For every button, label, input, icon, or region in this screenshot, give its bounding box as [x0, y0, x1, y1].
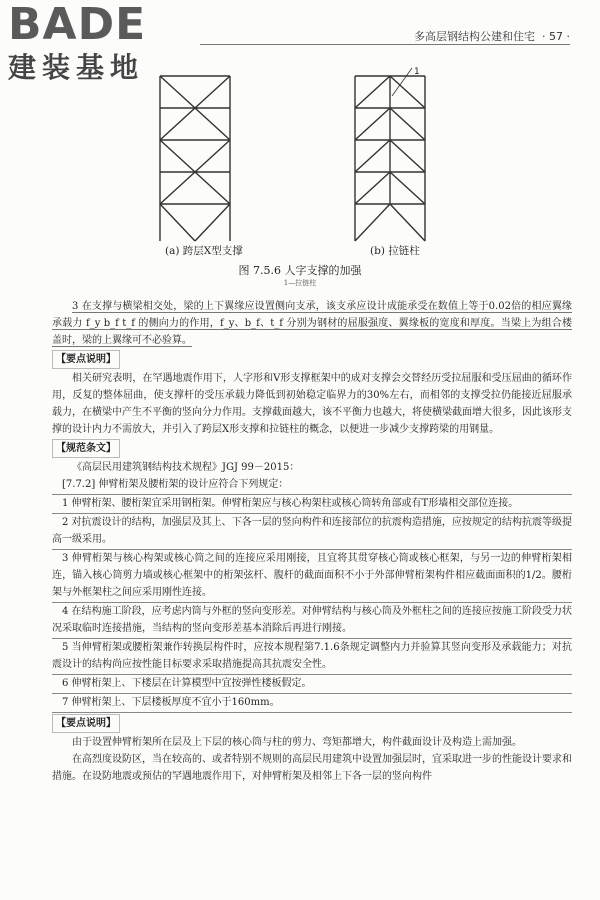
clause-item: 3 伸臂桁架与核心构架或核心筒之间的连接应采用刚接，且宜将其贯穿核心筒或核心框架，与另一边的伸臂桁架相连，锚入核心筒剪力墙或核心框架中的桁架弦杆、腹杆的截面面积不小于外部伸臂桁架构件相应截面面积的1/2。腰桁架与外框架柱之间应采用刚性连接。 [52, 550, 572, 603]
key-points-text-2: 由于设置伸臂桁架所在层及上下层的核心筒与柱的剪力、弯矩都增大，构件截面设计及构造上需加强。 [72, 737, 522, 748]
clause-item: 1 伸臂桁架、腰桁架宜采用钢桁架。伸臂桁架应与核心构架柱或核心筒转角部或有T形墙相交部位连接。 [52, 495, 572, 514]
clause-item: 7 伸臂桁架上、下层楼板厚度不宜小于160mm。 [52, 694, 572, 713]
clause-item: 4 在结构施工阶段，应考虑内筒与外框的竖向变形差。对伸臂结构与核心筒及外框柱之间的连接应按施工阶段受力状况采取临时连接措施，当结构的竖向变形差基本消除后再进行刚接。 [52, 603, 572, 639]
figure-title: 图 7.5.6 人字支撑的加强 [238, 264, 362, 277]
caption-a: (a) 跨层X型支撑 [165, 245, 243, 257]
figure-legend: 1—拉链柱 [283, 279, 317, 287]
body-text [52, 298, 572, 785]
final-paragraph: 在高烈度设防区，当在较高的、或者特别不规则的高层民用建筑中设置加强层时，宜采取进一步的性能设计要求和措施。在设防地震或预估的罕遇地震作用下，对伸臂桁架及相邻上下各一层的竖向构件 [52, 754, 572, 782]
clause-item: 2 对抗震设计的结构，加强层及其上、下各一层的竖向构件和连接部位的抗震构造措施，应按规定的结构抗震等级提高一级采用。 [52, 514, 572, 550]
zipper-column-marker: 1 [414, 67, 420, 77]
clause-item: 6 伸臂桁架上、下楼层在计算模型中宜按弹性楼板假定。 [52, 675, 572, 694]
book-title: 多高层钢结构公建和住宅 [414, 30, 536, 43]
page-number: · 57 · [542, 30, 570, 43]
clause-item: 5 当伸臂桁架或腰桁架兼作转换层构件时，应按本规程第7.1.6条规定调整内力并验算其竖向变形及承载能力；对抗震设计的结构尚应按性能目标要求采取措施提高其抗震安全性。 [52, 639, 572, 675]
logo-wordmark: BADE [8, 0, 147, 50]
spec-reference: 《高层民用建筑钢结构技术规程》JGJ 99－2015： [72, 462, 300, 473]
key-points-heading-1: 【要点说明】 [52, 350, 572, 369]
frame-a [160, 76, 230, 241]
clause-intro: [7.7.2] 伸臂桁架及腰桁架的设计应符合下列规定： [52, 476, 572, 495]
frame-b [355, 68, 425, 241]
key-points-text-1: 相关研究表明，在罕遇地震作用下，人字形和V形支撑框架中的成对支撑会交替经历受拉屈服和受压屈曲的循环作用，反复的整体屈曲，使支撑杆的受压承载力降低到初始稳定临界力的30%左右，而相邻的支撑受拉仍能接近屈服承载力，在横梁中产生不平衡的竖向分力作用。支撑截面越大，该不平衡力也越大，将使横梁截面增大很多，因此该形支撑的设计内力不需放大，并引入了跨层X形支撑和拉链柱的概念，以便进一步减少支撑跨梁的用钢量。 [52, 373, 572, 435]
key-points-heading-2: 【要点说明】 [52, 714, 572, 733]
spec-clause-heading: 【规范条文】 [52, 439, 572, 458]
logo-chinese-text: 建装基地 [8, 51, 145, 84]
paragraph-3: 3 在支撑与横梁相交处，梁的上下翼缘应设置侧向支承，该支承应设计成能承受在数值上等于0.02倍的相应翼缘承载力 f_y b_f t_f 的侧向力的作用，f_y、b_f、t_f 分别为钢材的屈服强度、翼缘板的宽度和厚度。当梁上为组合楼盖时，梁的上翼缘可不必验算。 [52, 301, 572, 346]
caption-b: (b) 拉链柱 [370, 245, 420, 257]
header-rule [200, 44, 570, 45]
running-header [414, 28, 570, 44]
bracing-figure [150, 66, 450, 266]
